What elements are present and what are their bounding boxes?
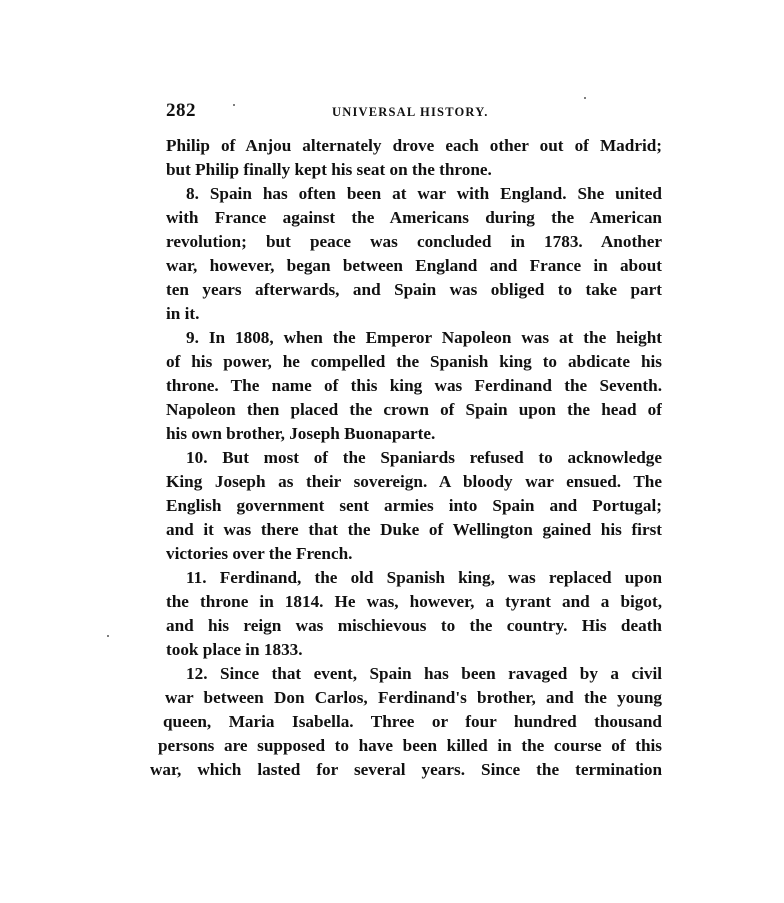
text-line: in it. [166,304,200,323]
print-speck [107,635,109,637]
text-line: with France against the Americans during the American [166,208,662,227]
print-speck [233,104,235,106]
text-line: queen, Maria Isabella. Three or four hundred thousand [163,712,662,731]
text-line: English government sent armies into Spain and Portugal; [166,496,662,515]
text-line: 11. Ferdinand, the old Spanish king, was replaced upon [186,568,662,587]
text-line: his own brother, Joseph Buonaparte. [166,424,436,443]
text-line: throne. The name of this king was Ferdinand the Seventh. [166,376,662,395]
text-line: war, which lasted for several years. Since the termination [150,760,662,779]
text-line: took place in 1833. [166,640,303,659]
text-line: the throne in 1814. He was, however, a tyrant and a bigot, [166,592,662,611]
text-line: and it was there that the Duke of Wellington gained his first [166,520,662,539]
text-line: 10. But most of the Spaniards refused to acknowledge [186,448,662,467]
print-speck [584,97,586,99]
page-number: 282 [166,100,196,121]
text-line: war, however, began between England and France in about [166,256,662,275]
running-title: UNIVERSAL HISTORY. [332,105,489,119]
page-header [166,100,662,124]
text-line: but Philip finally kept his seat on the throne. [166,160,492,179]
text-line: Napoleon then placed the crown of Spain upon the head of [166,400,662,419]
text-line: Philip of Anjou alternately drove each other out of Madrid; [166,136,662,155]
text-line: ten years afterwards, and Spain was obliged to take part [166,280,662,299]
text-line: 9. In 1808, when the Emperor Napoleon was at the height [186,328,662,347]
text-line: war between Don Carlos, Ferdinand's brother, and the young [165,688,662,707]
text-line: 12. Since that event, Spain has been ravaged by a civil [186,664,662,683]
text-line: King Joseph as their sovereign. A bloody war ensued. The [166,472,662,491]
text-line: and his reign was mischievous to the country. His death [166,616,662,635]
text-line: revolution; but peace was concluded in 1783. Another [166,232,662,251]
text-line: persons are supposed to have been killed in the course of this [158,736,662,755]
text-line: 8. Spain has often been at war with England. She united [186,184,662,203]
text-line: victories over the French. [166,544,353,563]
text-line: of his power, he compelled the Spanish king to abdicate his [166,352,662,371]
